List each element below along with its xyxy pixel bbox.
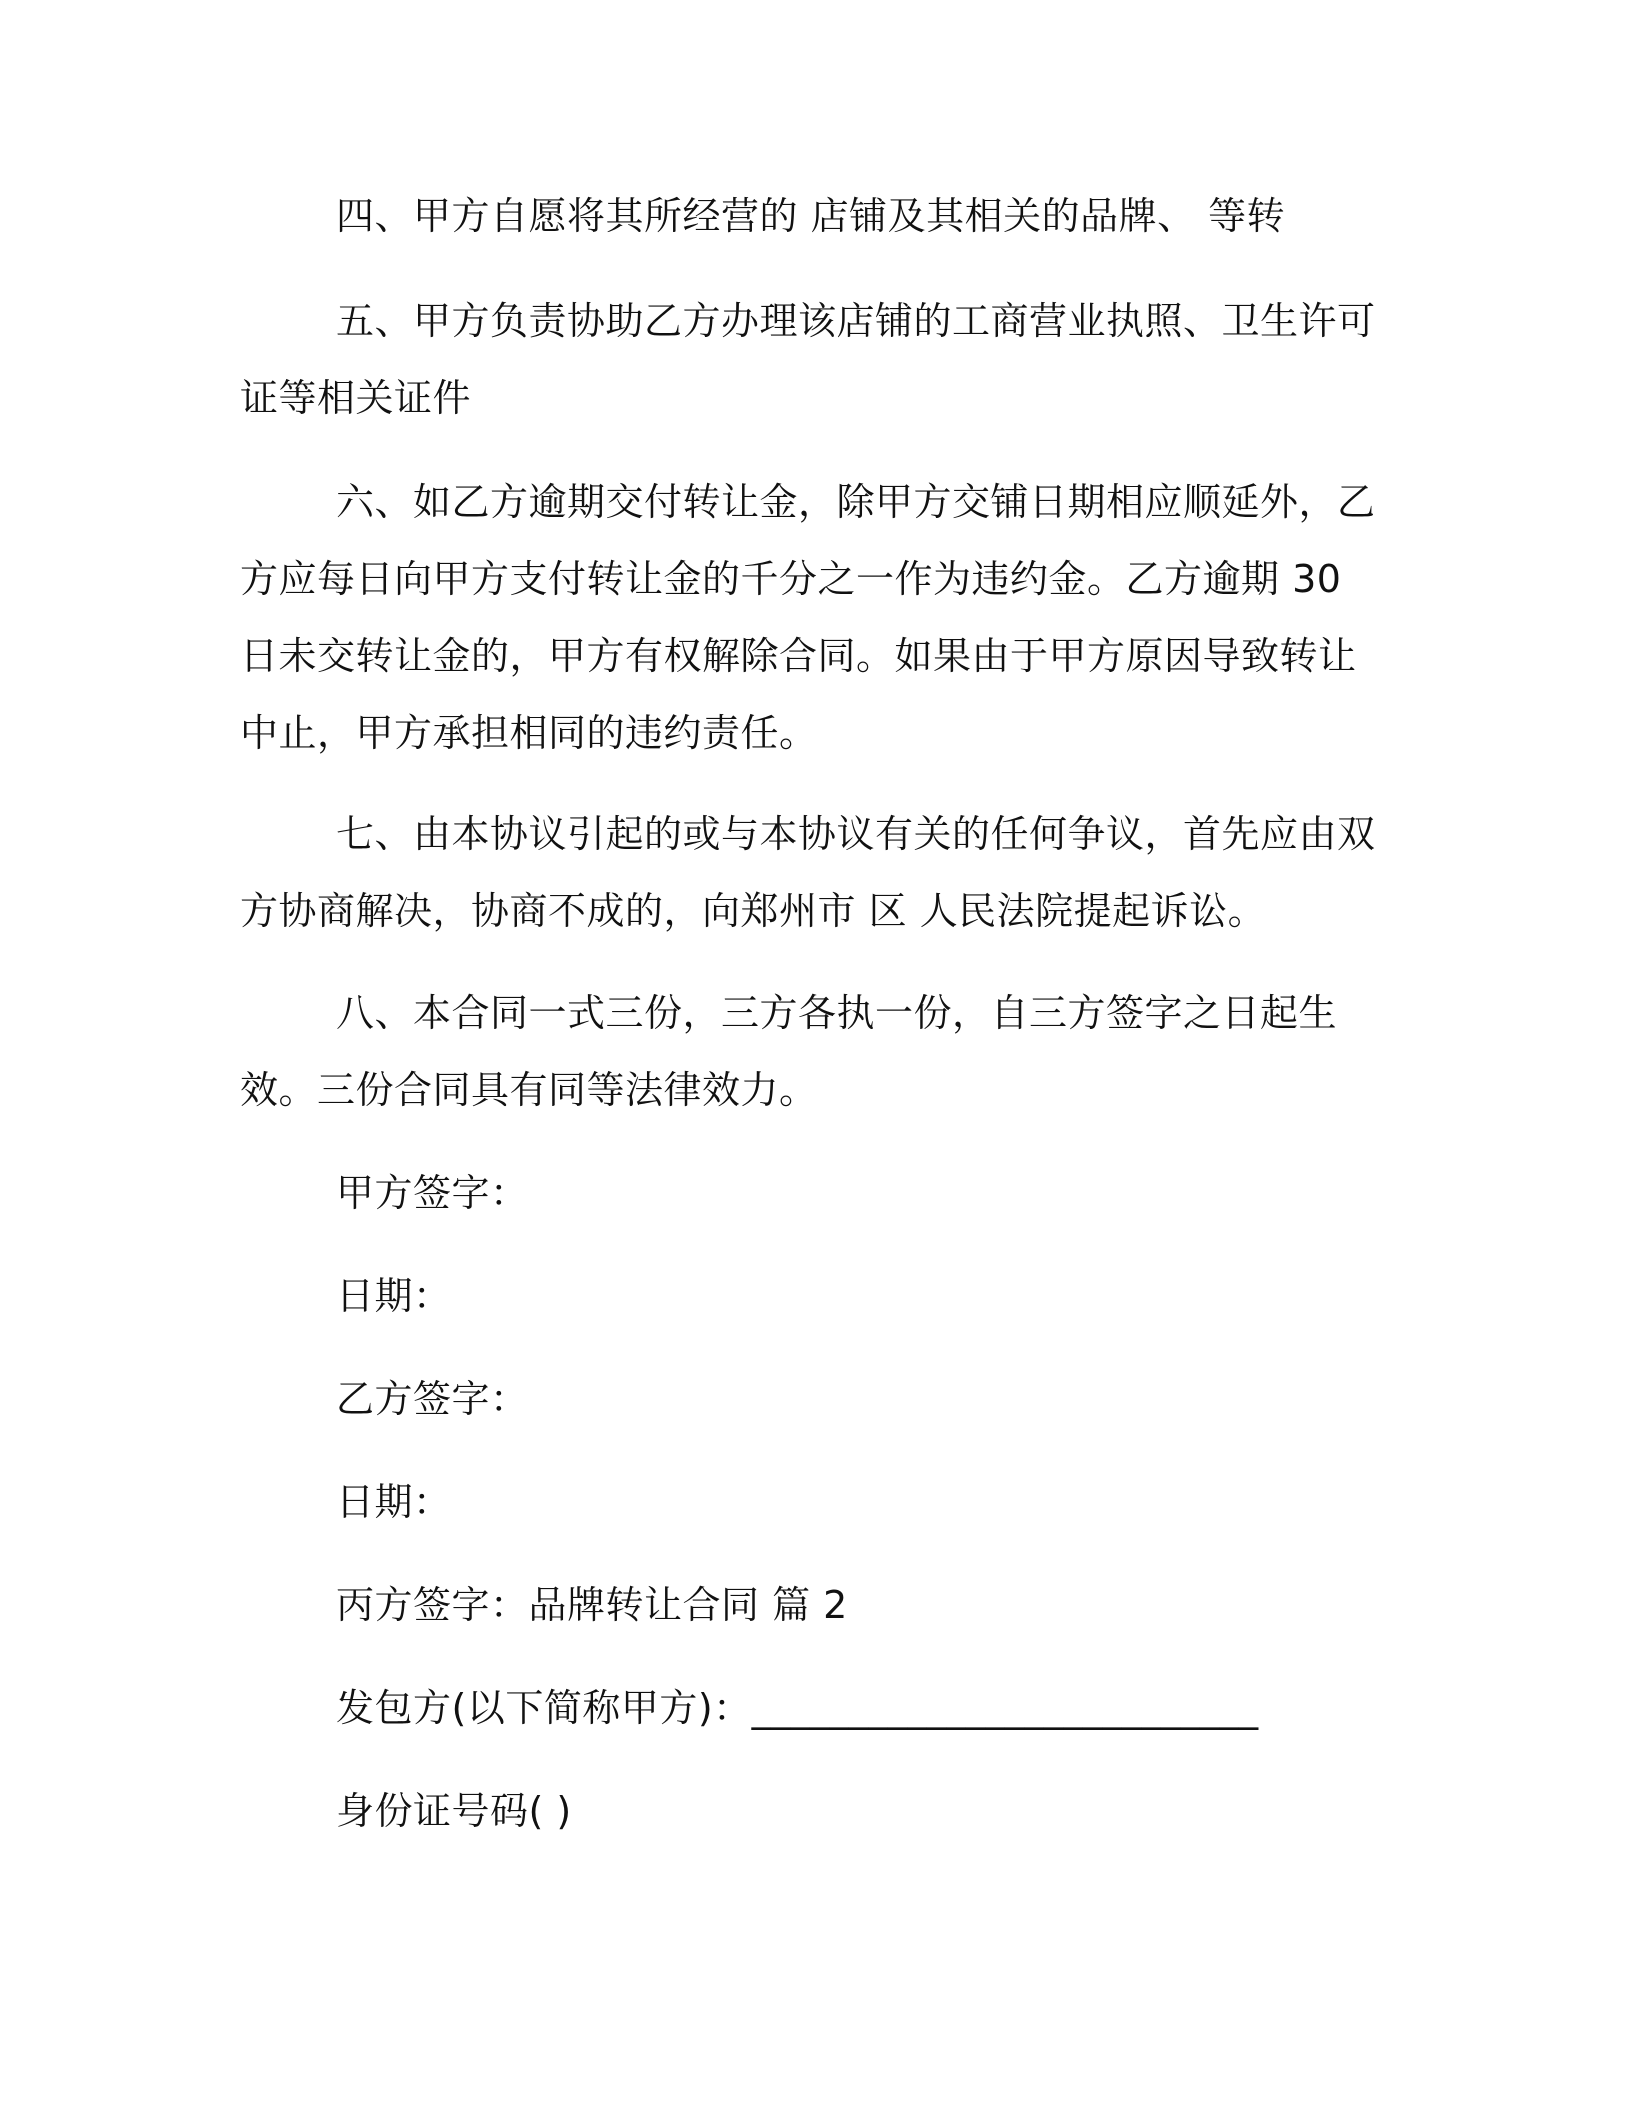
party-c-signature-label: 丙方签字：品牌转让合同 篇 2 (336, 1583, 848, 1627)
clause-4: 四、甲方自愿将其所经营的 店铺及其相关的品牌、 等转 (336, 194, 1286, 238)
clause-8: 八、本合同一式三份，三方各执一份，自三方签字之日起生效。三份合同具有同等法律效力。 (240, 991, 1338, 1112)
clause-7: 七、由本协议引起的或与本协议有关的任何争议，首先应由双方协商解决，协商不成的，向郑州市 区 人民法院提起诉讼。 (240, 812, 1376, 933)
id-number-label: 身份证号码( ) (336, 1789, 572, 1833)
party-b-signature-label: 乙方签字： (336, 1377, 529, 1421)
party-a-signature-label: 甲方签字： (336, 1171, 529, 1215)
party-b-date-label: 日期： (336, 1480, 452, 1524)
clause-5: 五、甲方负责协助乙方办理该店铺的工商营业执照、卫生许可证等相关证件 (240, 299, 1376, 420)
clause-6: 六、如乙方逾期交付转让金，除甲方交铺日期相应顺延外，乙方应每日向甲方支付转让金的千分之一作为违约金。乙方逾期 30 日未交转让金的，甲方有权解除合同。如果由于甲方原因导致转让中止，甲方承担相同的违约责任。 (240, 480, 1376, 755)
party-a-date-label: 日期： (336, 1274, 452, 1318)
contractor-field-label: 发包方(以下简称甲方)：__________________________ (336, 1686, 1259, 1730)
